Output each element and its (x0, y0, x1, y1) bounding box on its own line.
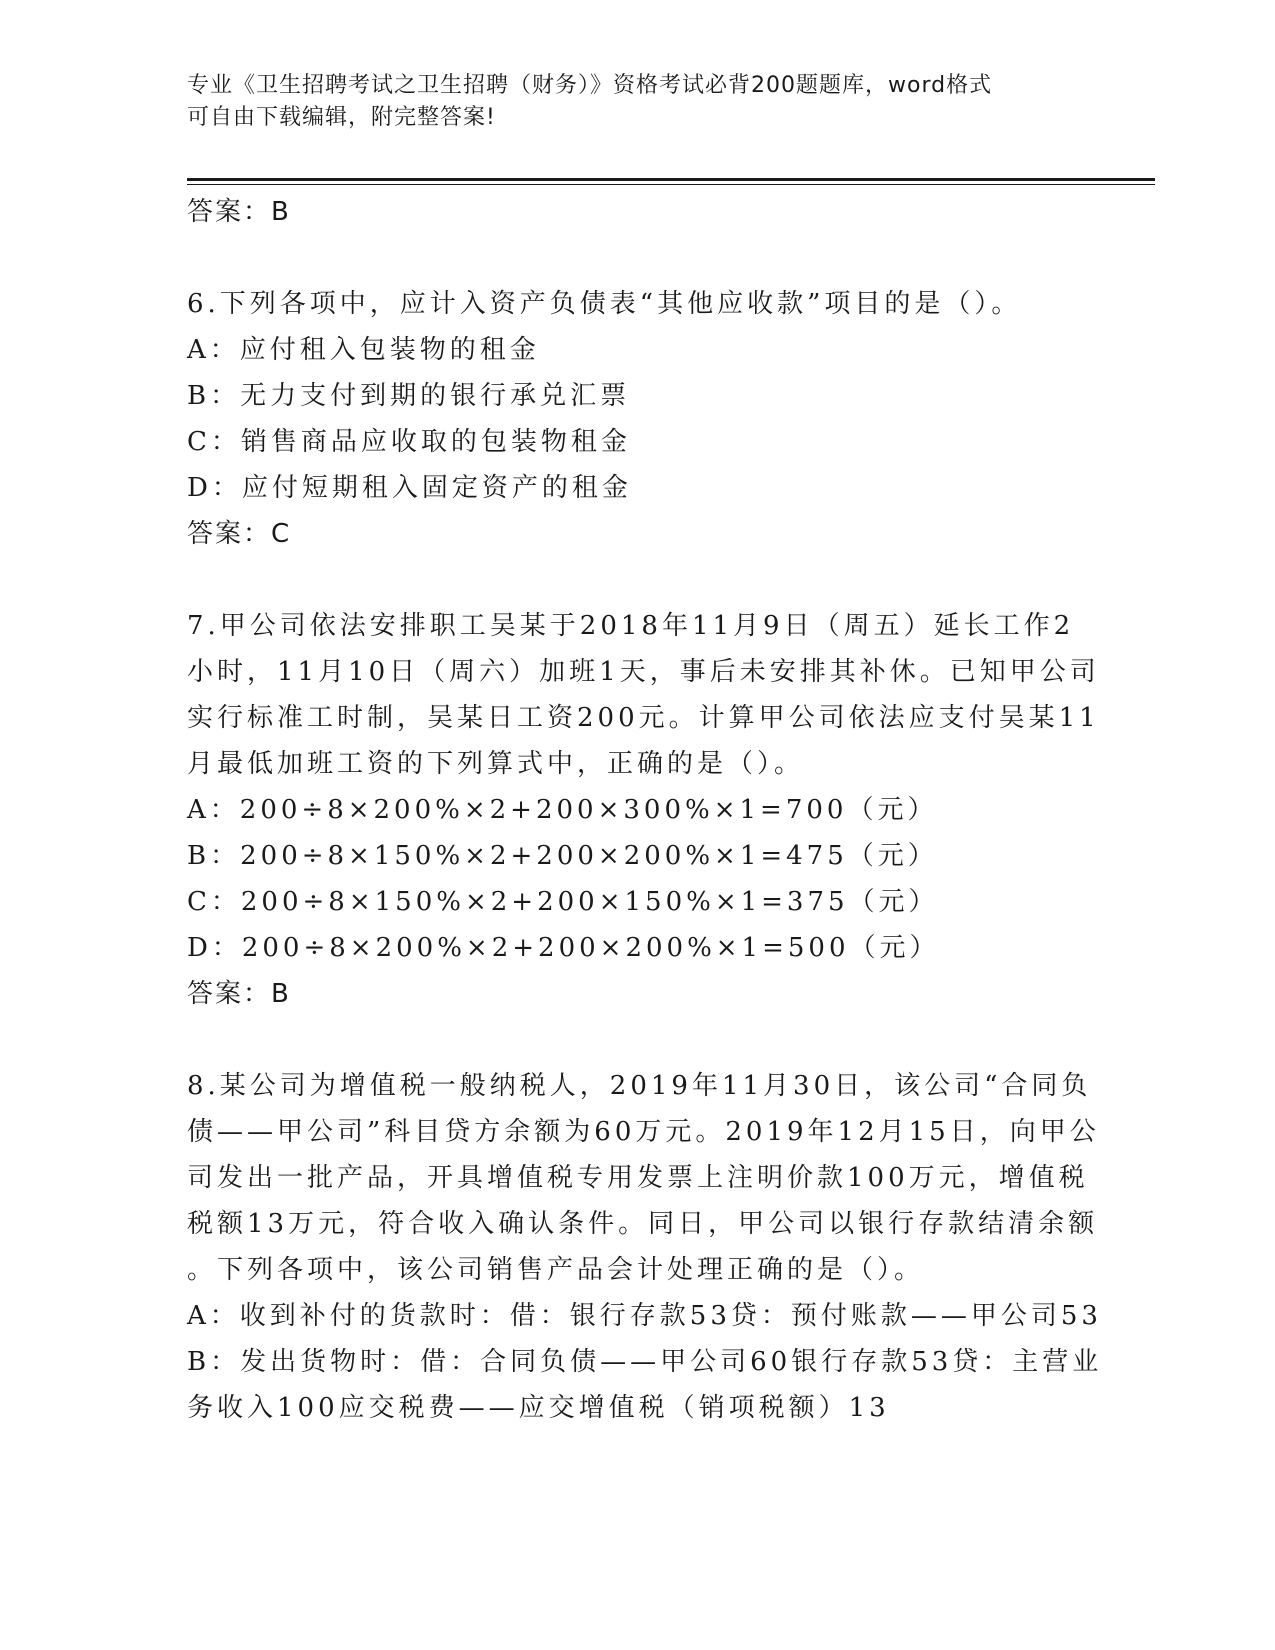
question-8-stem-line-4: 税额13万元，符合收入确认条件。同日，甲公司以银行存款结清余额 (187, 1209, 1099, 1239)
question-6-option-c: C：销售商品应收取的包装物租金 (187, 427, 631, 457)
question-8-option-a: A：收到补付的货款时：借：银行存款53贷：预付账款——甲公司53 (187, 1301, 1102, 1331)
question-8-stem-line-2: 债——甲公司”科目贷方余额为60万元。2019年12月15日，向甲公 (187, 1117, 1100, 1147)
question-6-option-d: D：应付短期租入固定资产的租金 (187, 473, 632, 503)
question-7-stem-line-3: 实行标准工时制，吴某日工资200元。计算甲公司依法应支付吴某11 (187, 703, 1100, 733)
question-8-option-b-line-1: B：发出货物时：借：合同负债——甲公司60银行存款53贷：主营业 (187, 1347, 1103, 1377)
document-header (187, 70, 1087, 134)
question-8-stem-line-5: 。下列各项中，该公司销售产品会计处理正确的是（）。 (187, 1255, 925, 1285)
question-6 (187, 281, 1077, 557)
question-8 (187, 1063, 1103, 1431)
question-7-option-d: D：200÷8×200%×2+200×200%×1=500（元） (187, 933, 940, 963)
answer-previous-question: 答案：B (187, 197, 291, 227)
question-7-option-c: C：200÷8×150%×2+200×150%×1=375（元） (187, 887, 939, 917)
document-body (187, 189, 1103, 1431)
question-6-option-b: B：无力支付到期的银行承兑汇票 (187, 381, 631, 411)
question-7-answer: 答案：B (187, 979, 291, 1009)
question-6-answer: 答案：C (187, 519, 292, 549)
header-rule-thick (187, 178, 1155, 181)
question-7-stem-line-4: 月最低加班工资的下列算式中，正确的是（）。 (187, 749, 805, 779)
question-7 (187, 603, 1100, 1017)
question-6-stem: 6.下列各项中，应计入资产负债表“其他应收款”项目的是（）。 (187, 289, 1022, 319)
header-rule-thin (187, 184, 1155, 185)
question-7-option-a: A：200÷8×200%×2+200×300%×1=700（元） (187, 795, 938, 825)
header-line-2: 可自由下载编辑，附完整答案! (187, 105, 496, 130)
question-8-stem-line-3: 司发出一批产品，开具增值税专用发票上注明价款100万元，增值税 (187, 1163, 1089, 1193)
spacer (187, 1017, 1077, 1063)
question-8-option-b-line-2: 务收入100应交税费——应交增值税（销项税额）13 (187, 1393, 890, 1423)
spacer (187, 235, 1077, 281)
spacer (187, 557, 1077, 603)
question-7-stem-line-2: 小时，11月10日（周六）加班1天，事后未安排其补休。已知甲公司 (187, 657, 1100, 687)
question-6-option-a: A：应付租入包装物的租金 (187, 335, 540, 365)
question-7-stem-line-1: 7.甲公司依法安排职工吴某于2018年11月9日（周五）延长工作2 (187, 611, 1075, 641)
question-8-stem-line-1: 8.某公司为增值税一般纳税人，2019年11月30日，该公司“合同负 (187, 1071, 1092, 1101)
question-7-option-b: B：200÷8×150%×2+200×200%×1=475（元） (187, 841, 938, 871)
header-line-1: 专业《卫生招聘考试之卫生招聘（财务）》资格考试必背200题题库，word格式 (187, 73, 993, 98)
